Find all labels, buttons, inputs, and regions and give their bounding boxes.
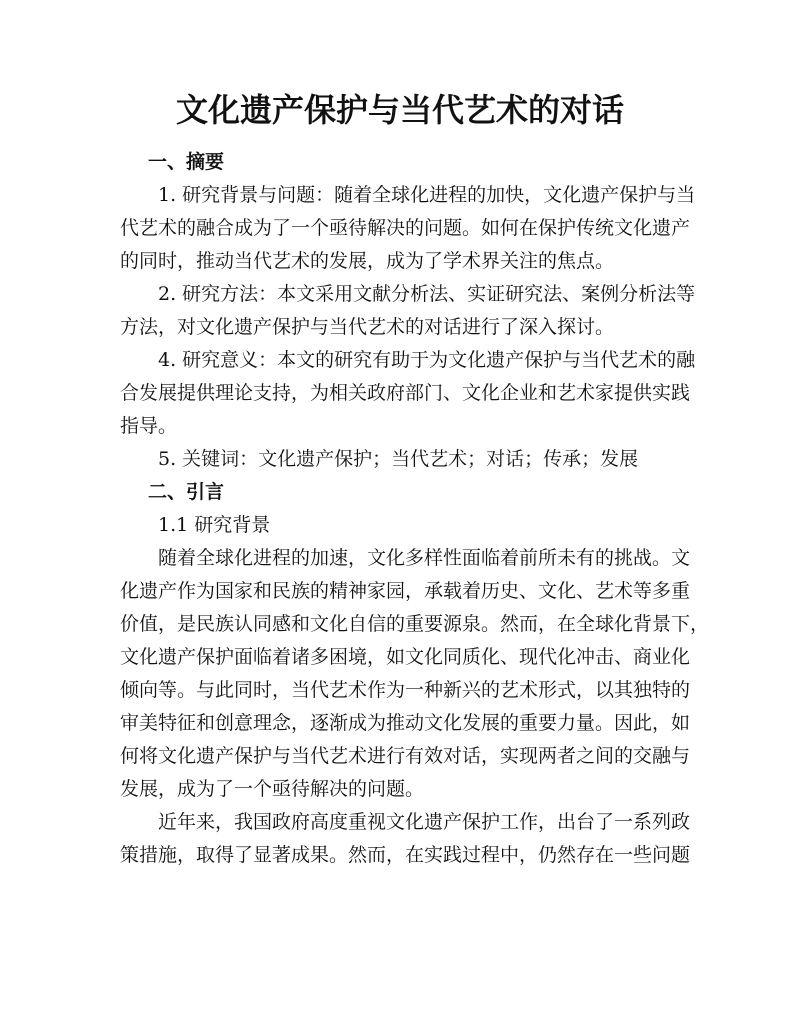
paragraph-line: 化遗产作为国家和民族的精神家园，承载着历史、文化、艺术等多重	[120, 580, 691, 602]
paragraph-line: 价值，是民族认同感和文化自信的重要源泉。然而，在全球化背景下，	[120, 613, 710, 635]
paragraph-line: 发展，成为了一个亟待解决的问题。	[120, 778, 425, 800]
paragraph-line: 何将文化遗产保护与当代艺术进行有效对话，实现两者之间的交融与	[120, 745, 691, 767]
paragraph-line: 代艺术的融合成为了一个亟待解决的问题。如何在保护传统文化遗产	[120, 217, 691, 239]
paragraph-line: 方法，对文化遗产保护与当代艺术的对话进行了深入探讨。	[120, 316, 615, 338]
document-title: 文化遗产保护与当代艺术的对话	[175, 91, 624, 129]
paragraph-line: 文化遗产保护面临着诸多困境，如文化同质化、现代化冲击、商业化	[120, 646, 691, 668]
abstract-paragraph-keywords	[120, 443, 680, 476]
paragraph-line: 近年来，我国政府高度重视文化遗产保护工作，出台了一系列政	[158, 811, 691, 833]
abstract-paragraph-background	[120, 179, 696, 278]
paragraph-line: 2. 研究方法：本文采用文献分析法、实证研究法、案例分析法等	[158, 283, 696, 305]
paragraph-line: 4. 研究意义：本文的研究有助于为文化遗产保护与当代艺术的融	[158, 349, 696, 371]
subsection-heading-background: 1.1 研究背景	[158, 514, 271, 536]
paragraph-line: 1. 研究背景与问题：随着全球化进程的加快，文化遗产保护与当	[158, 184, 696, 206]
paragraph-line: 倾向等。与此同时，当代艺术作为一种新兴的艺术形式，以其独特的	[120, 679, 691, 701]
paragraph-line: 的同时，推动当代艺术的发展，成为了学术界关注的焦点。	[120, 250, 615, 272]
paragraph-line: 指导。	[120, 415, 178, 437]
section-heading-introduction: 二、引言	[148, 481, 225, 503]
paragraph-line: 审美特征和创意理念，逐渐成为推动文化发展的重要力量。因此，如	[120, 712, 691, 734]
paragraph-line: 策措施，取得了显著成果。然而，在实践过程中，仍然存在一些问题	[120, 844, 691, 866]
introduction-paragraph-2	[120, 806, 691, 872]
document-body	[120, 146, 710, 872]
paragraph-line: 随着全球化进程的加速，文化多样性面临着前所未有的挑战。文	[158, 547, 691, 569]
paragraph-line: 合发展提供理论支持，为相关政府部门、文化企业和艺术家提供实践	[120, 382, 691, 404]
abstract-paragraph-significance	[120, 344, 696, 443]
abstract-paragraph-methods	[120, 278, 696, 344]
paragraph-line: 5. 关键词：文化遗产保护；当代艺术；对话；传承；发展	[158, 448, 639, 470]
introduction-paragraph-1	[120, 542, 710, 806]
section-heading-abstract: 一、摘要	[148, 151, 225, 173]
